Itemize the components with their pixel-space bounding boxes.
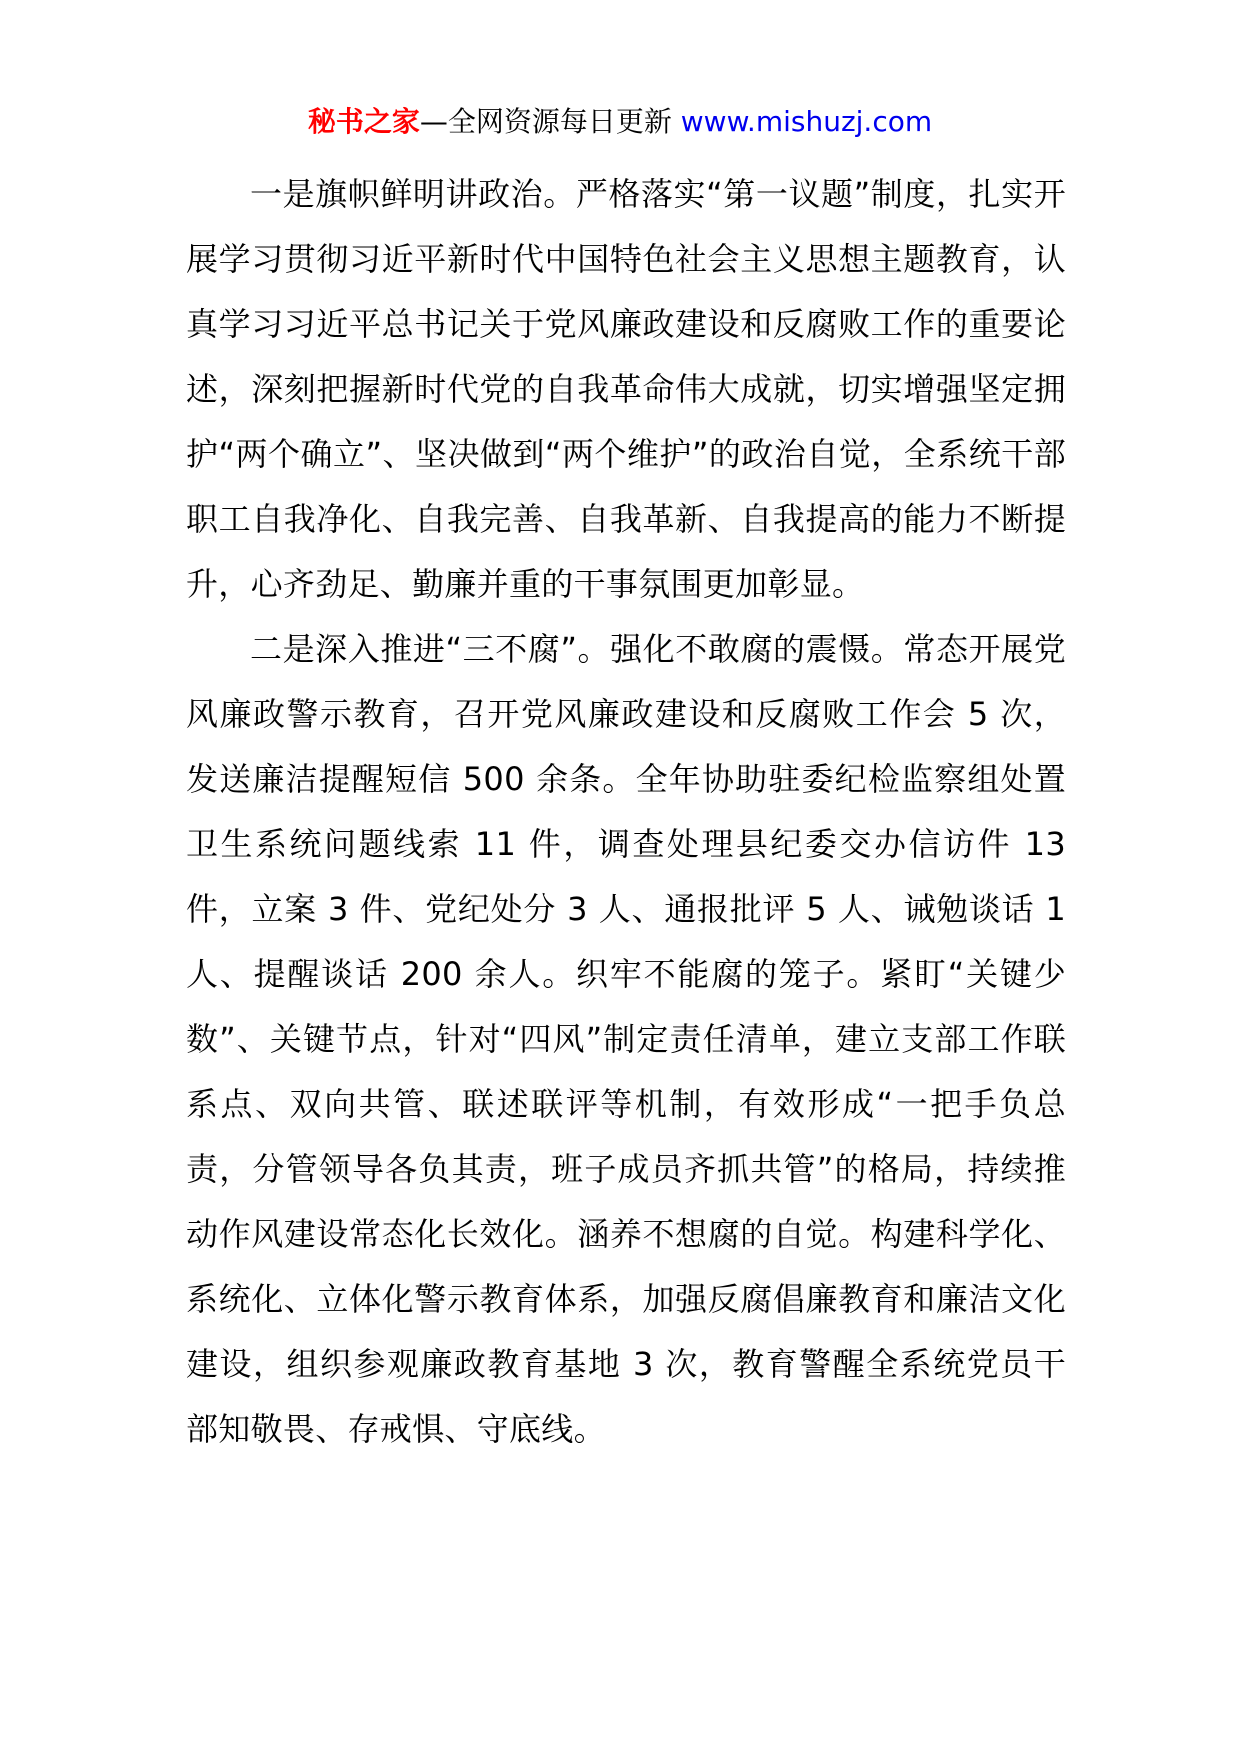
paragraph-politics: 一是旗帜鲜明讲政治。严格落实“第一议题”制度，扎实开展学习贯彻习近平新时代中国特色社会主义思想主题教育，认真学习习近平总书记关于党风廉政建设和反腐败工作的重要论述，深刻把握新时代党的自我革命伟大成就，切实增强坚定拥护“两个确立”、坚决做到“两个维护”的政治自觉，全系统干部职工自我净化、自我完善、自我革新、自我提高的能力不断提升，心齐劲足、勤廉并重的干事氛围更加彰显。 — [186, 175, 1066, 603]
site-url-link[interactable]: www.mishuzj.com — [680, 105, 933, 138]
brand-name: 秘书之家 — [307, 105, 420, 138]
document-body — [186, 162, 1066, 1462]
header-slogan: —全网资源每日更新 — [419, 105, 681, 138]
paragraph-three-no-corruption: 二是深入推进“三不腐”。强化不敢腐的震慑。常态开展党风廉政警示教育，召开党风廉政建设和反腐败工作会 5 次，发送廉洁提醒短信 500 余条。全年协助驻委纪检监察组处置卫生系统问题线索 11 件，调查处理县纪委交办信访件 13 件，立案 3 件、党纪处分 3 人、通报批评 5 人、诫勉谈话 1 人、提醒谈话 200 余人。织牢不能腐的笼子。紧盯“关键少数”、关键节点，针对“四风”制定责任清单，建立支部工作联系点、双向共管、联述联评等机制，有效形成“一把手负总责，分管领导各负其责，班子成员齐抓共管”的格局，持续推动作风建设常态化长效化。涵养不想腐的自觉。构建科学化、系统化、立体化警示教育体系，加强反腐倡廉教育和廉洁文化建设，组织参观廉政教育基地 3 次，教育警醒全系统党员干部知敬畏、存戒惧、守底线。 — [186, 630, 1066, 1448]
site-header — [0, 102, 1240, 142]
